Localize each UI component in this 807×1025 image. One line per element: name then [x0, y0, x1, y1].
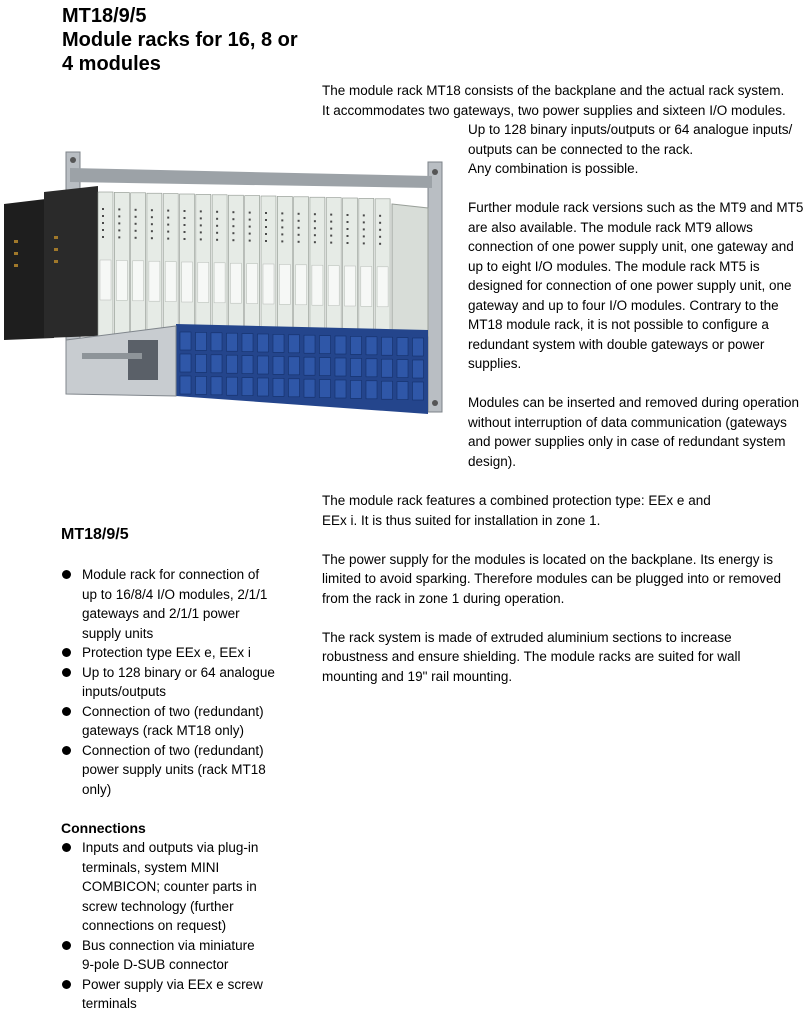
- list-item: [62, 702, 312, 741]
- list-item: [62, 838, 312, 936]
- intro-line: The module rack MT18 consists of the backplane and the actual rack system.: [322, 83, 785, 98]
- bullet-icon: [62, 668, 71, 677]
- text-line: Further module rack versions such as the MT9 and MT5: [468, 200, 804, 215]
- text-line: inputs/outputs: [82, 684, 167, 699]
- paragraph-rack-versions: [468, 198, 807, 374]
- text-line: Power supply via EEx e screw: [82, 976, 263, 992]
- text-line: gateway and up to four I/O modules. Contrary to the: [468, 297, 779, 313]
- text-line: power supply units (rack MT18: [82, 762, 266, 777]
- text-line: Up to 128 binary inputs/outputs or 64 analogue inputs/: [468, 122, 793, 137]
- text-line: Bus connection via miniature: [82, 937, 255, 953]
- text-line: Modules can be inserted and removed during operation: [468, 395, 799, 410]
- text-line: The power supply for the modules is located on the backplane. Its energy is: [322, 551, 774, 567]
- paragraph-hot-swap: [468, 393, 807, 471]
- text-line: Inputs and outputs via plug-in: [82, 840, 259, 855]
- paragraph-power-supply: [322, 550, 807, 609]
- intro-paragraph: [322, 81, 807, 120]
- module-rack-photo: [0, 148, 450, 418]
- text-line: robustness and ensure shielding. The module racks are suited for wall: [322, 649, 741, 664]
- text-line: up to 16/8/4 I/O modules, 2/1/1: [82, 586, 268, 602]
- text-line: without interruption of data communication (gateways: [468, 414, 787, 430]
- bullet-icon: [62, 570, 71, 579]
- description-column: [468, 120, 807, 491]
- text-line: screw technology (further: [82, 898, 234, 914]
- connections-title: Connections: [61, 820, 146, 836]
- title-line-1: MT18/9/5: [62, 5, 147, 27]
- title-line-3: 4 modules: [62, 53, 161, 75]
- bullet-icon: [62, 980, 71, 989]
- text-line: supply units: [82, 625, 154, 641]
- text-line: only): [82, 781, 112, 797]
- text-line: terminals, system MINI: [82, 859, 220, 875]
- text-line: designed for connection of one power supply unit, one: [468, 278, 792, 293]
- text-line: outputs can be connected to the rack.: [468, 141, 694, 157]
- text-line: design).: [468, 453, 517, 469]
- bullet-icon: [62, 941, 71, 950]
- bullet-icon: [62, 843, 71, 852]
- text-line: Connection of two (redundant): [82, 742, 264, 758]
- text-line: terminals: [82, 996, 137, 1011]
- paragraph-rack-capacity: [468, 120, 807, 179]
- details-column: [322, 491, 807, 706]
- text-line: Connection of two (redundant): [82, 703, 264, 719]
- page-title: [62, 4, 342, 76]
- bullet-icon: [62, 648, 71, 657]
- list-item: [62, 741, 312, 800]
- text-line: connections on request): [82, 918, 227, 933]
- title-line-2: Module racks for 16, 8 or: [62, 29, 298, 51]
- text-line: MT18 module rack, it is not possible to configure a: [468, 317, 769, 332]
- text-line: The module rack features a combined protection type: EEx e and: [322, 493, 711, 508]
- text-line: from the rack in zone 1 during operation.: [322, 590, 565, 606]
- list-item: [62, 975, 312, 1014]
- text-line: Up to 128 binary or 64 analogue: [82, 664, 275, 680]
- list-item: [62, 663, 312, 702]
- list-item: [62, 643, 312, 663]
- bullet-icon: [62, 746, 71, 755]
- text-line: supplies.: [468, 356, 522, 371]
- feature-list: [62, 565, 312, 799]
- text-line: are also available. The module rack MT9 allows: [468, 219, 753, 235]
- list-item: [62, 936, 312, 975]
- text-line: EEx i. It is thus suited for installation in zone 1.: [322, 512, 601, 528]
- text-line: COMBICON; counter parts in: [82, 879, 257, 894]
- text-line: connection of one power supply unit, one gateway and: [468, 239, 794, 254]
- intro-line: It accommodates two gateways, two power supplies and sixteen I/O modules.: [322, 102, 786, 118]
- text-line: and power supplies only in case of redundant system: [468, 434, 786, 449]
- text-line: The rack system is made of extruded aluminium sections to increase: [322, 629, 732, 645]
- text-line: mounting and 19" rail mounting.: [322, 668, 513, 684]
- paragraph-construction: [322, 628, 807, 687]
- text-line: 9-pole D-SUB connector: [82, 957, 229, 972]
- text-line: limited to avoid sparking. Therefore modules can be plugged into or removed: [322, 571, 782, 586]
- paragraph-protection-type: [322, 491, 807, 530]
- list-item: [62, 565, 312, 643]
- text-line: up to eight I/O modules. The module rack MT5 is: [468, 258, 760, 274]
- connections-list: [62, 838, 312, 1014]
- text-line: Any combination is possible.: [468, 161, 639, 176]
- text-line: Protection type EEx e, EEx i: [82, 645, 251, 660]
- bullet-icon: [62, 707, 71, 716]
- sidebar-title: MT18/9/5: [61, 526, 129, 543]
- text-line: gateways (rack MT18 only): [82, 723, 245, 738]
- text-line: gateways and 2/1/1 power: [82, 606, 240, 621]
- text-line: redundant system with double gateways or power: [468, 336, 765, 352]
- text-line: Module rack for connection of: [82, 567, 260, 582]
